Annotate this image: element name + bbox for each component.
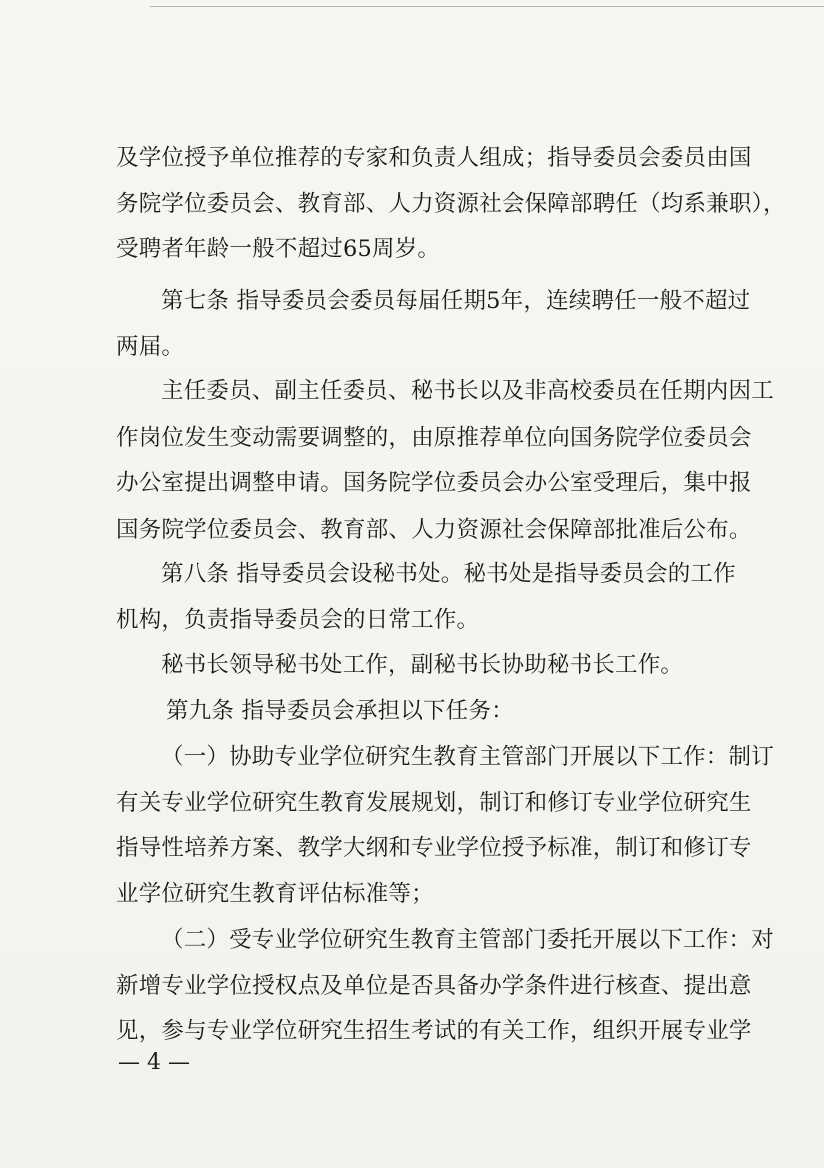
text-line: 秘书长领导秘书处工作，副秘书长协助秘书长工作。 xyxy=(161,652,684,678)
text-line: 受聘者年龄一般不超过65周岁。 xyxy=(116,236,441,262)
text-line: 主任委员、副主任委员、秘书长以及非高校委员在任期内因工 xyxy=(161,378,774,404)
text-line: 机构，负责指导委员会的日常工作。 xyxy=(116,607,480,633)
text-line: 国务院学位委员会、教育部、人力资源社会保障部批准后公布。 xyxy=(116,517,752,543)
page-number: — 4 — xyxy=(118,1050,190,1075)
article-nine: 第九条 指导委员会承担以下任务： xyxy=(166,698,514,724)
article-seven: 第七条 指导委员会委员每届任期5年，连续聘任一般不超过 xyxy=(161,288,751,314)
text-line: 有关专业学位研究生教育发展规划，制订和修订专业学位研究生 xyxy=(116,790,752,816)
text-line: 两届。 xyxy=(116,334,185,360)
text-line: 见，参与专业学位研究生招生考试的有关工作，组织开展专业学 xyxy=(116,1018,752,1044)
text-line: （二）受专业学位研究生教育主管部门委托开展以下工作：对 xyxy=(161,927,774,953)
article-eight: 第八条 指导委员会设秘书处。秘书处是指导委员会的工作 xyxy=(161,561,736,587)
text-line: （一）协助专业学位研究生教育主管部门开展以下工作：制订 xyxy=(161,744,774,770)
text-line: 新增专业学位授权点及单位是否具备办学条件进行核查、提出意 xyxy=(116,973,752,999)
text-line: 及学位授予单位推荐的专家和负责人组成；指导委员会委员由国 xyxy=(116,145,752,171)
text-line: 作岗位发生变动需要调整的，由原推荐单位向国务院学位委员会 xyxy=(116,425,752,451)
scan-edge-line xyxy=(150,6,824,7)
text-line: 业学位研究生教育评估标准等； xyxy=(116,881,434,907)
text-line: 办公室提出调整申请。国务院学位委员会办公室受理后，集中报 xyxy=(116,470,752,496)
text-line: 务院学位委员会、教育部、人力资源社会保障部聘任（均系兼职）， xyxy=(116,191,786,217)
text-line: 指导性培养方案、教学大纲和专业学位授予标准，制订和修订专 xyxy=(116,835,752,861)
